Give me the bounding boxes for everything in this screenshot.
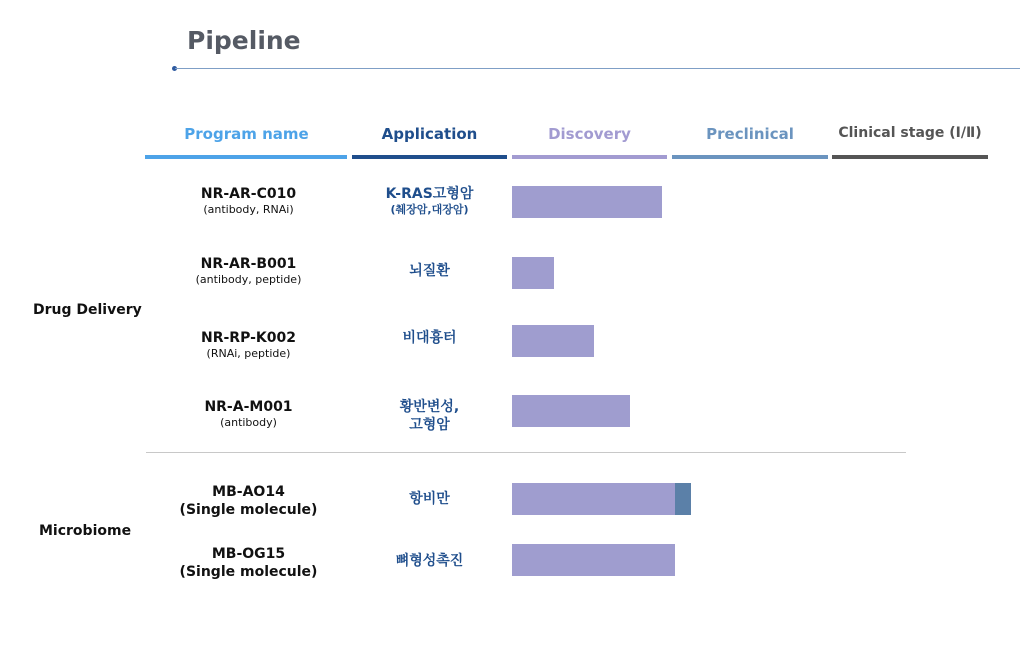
header-discovery: Discovery [548,125,631,143]
program-cell [146,256,351,287]
progress-bar [512,186,662,218]
application-cell [352,490,507,508]
progress-bar-fill [512,325,594,357]
progress-bar-fill [512,544,675,576]
application-name: 비대흉터 [402,330,457,346]
progress-bar-fill [512,395,630,427]
program-cell [146,330,351,361]
progress-bar-fill [512,257,554,289]
program-name: MB-AO14 [212,484,285,500]
application-cell [352,398,507,434]
application-cell [352,552,507,570]
program-name: MB-OG15 [211,546,286,562]
header-application: Application [381,125,478,143]
header-underline-program [145,155,347,159]
progress-bar-fill [512,483,675,515]
progress-bar [512,325,594,357]
program-cell [146,545,351,581]
program-modality: (Single molecule) [179,502,318,518]
application-name: 뼈형성촉진 [395,553,464,569]
header-underline-application [352,155,507,159]
program-cell [146,399,351,430]
progress-bar-fill [512,186,662,218]
program-cell [146,483,351,519]
header-preclinical: Preclinical [706,125,794,143]
progress-bar-accent [675,483,691,515]
group-label-drug-delivery: Drug Delivery [33,302,142,318]
application-cell [352,329,507,347]
program-modality: (antibody, peptide) [195,273,302,286]
application-name: 황반변성, [399,399,460,415]
program-name: NR-AR-C010 [200,186,297,202]
application-name: 항비만 [409,491,450,507]
program-modality: (RNAi, peptide) [206,347,291,360]
program-modality: (Single molecule) [179,564,318,580]
application-cell [352,185,507,217]
program-cell [146,186,351,217]
application-detail: (췌장암,대장암) [390,203,469,216]
header-underline-discovery [512,155,667,159]
header-clinical-stage: Clinical stage (Ⅰ/Ⅱ) [838,125,982,141]
group-label-microbiome: Microbiome [39,523,132,539]
progress-bar [512,544,675,576]
program-name: NR-A-M001 [204,399,293,415]
title-rule [175,68,1020,69]
header-program-name: Program name [184,125,309,143]
page-title: Pipeline [187,26,301,55]
progress-bar [512,395,630,427]
header-underline-preclinical [672,155,828,159]
group-separator [146,452,906,453]
header-underline-clinical [832,155,988,159]
program-name: NR-AR-B001 [200,256,297,272]
progress-bar [512,257,554,289]
program-name: NR-RP-K002 [201,330,296,346]
application-cell [352,262,507,280]
application-name-line2: 고형암 [409,417,450,433]
program-modality: (antibody, RNAi) [203,203,294,216]
application-name: K-RAS고형암 [385,186,474,202]
program-modality: (antibody) [220,416,277,429]
application-name: 뇌질환 [409,263,450,279]
progress-bar [512,483,690,515]
